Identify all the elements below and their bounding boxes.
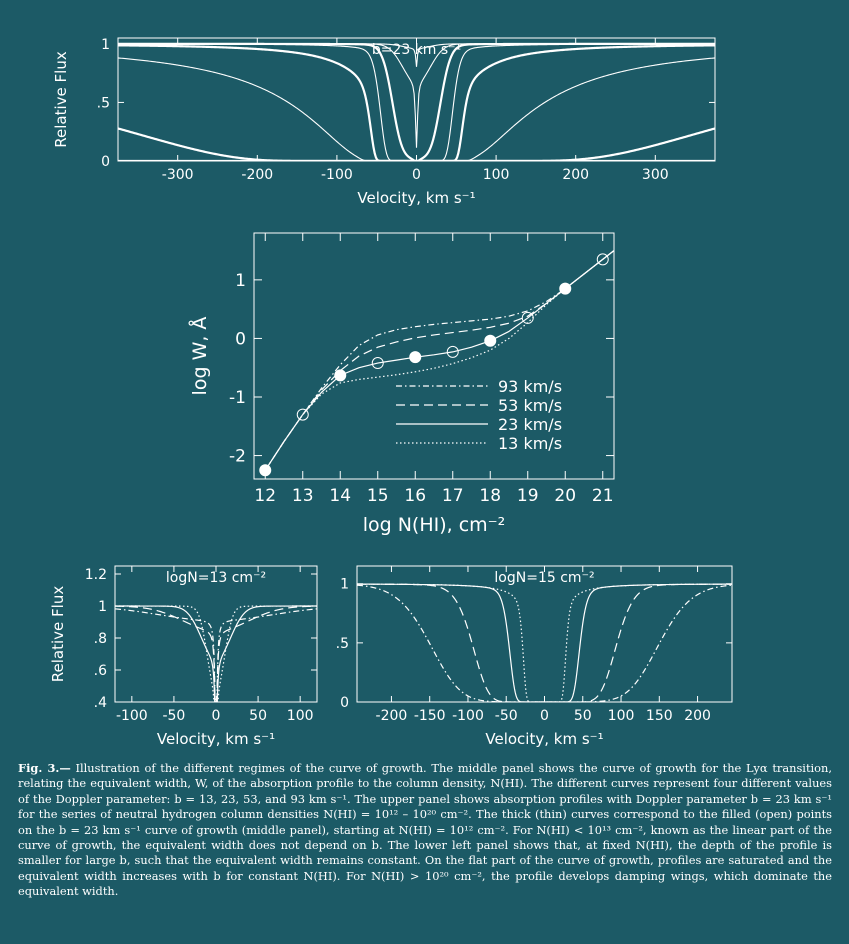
- x-tick-label: -50: [162, 708, 186, 724]
- x-tick-label: -200: [241, 167, 274, 183]
- x-tick-label: 0: [211, 708, 221, 724]
- y-tick-label: 0: [235, 329, 246, 350]
- legend-label: 13 km/s: [498, 434, 563, 453]
- legend-label: 53 km/s: [498, 396, 563, 415]
- y-tick-label: 1: [340, 576, 349, 593]
- x-axis-label: Velocity, km s⁻¹: [156, 730, 276, 748]
- chart-bottom-right: [336, 566, 732, 748]
- x-tick-label: -100: [321, 167, 353, 183]
- filled-point: [410, 352, 421, 363]
- y-tick-label: .6: [93, 662, 107, 679]
- filled-point: [335, 370, 346, 381]
- y-axis-label: Relative Flux: [49, 585, 67, 683]
- x-tick-label: 150: [645, 708, 673, 724]
- y-tick-label: 1: [98, 598, 107, 615]
- y-tick-label: 0: [340, 694, 349, 711]
- x-axis-label: Velocity, km s⁻¹: [357, 189, 476, 207]
- profile-line: [357, 585, 732, 702]
- plot-frame: [115, 566, 317, 702]
- y-tick-label: .4: [93, 694, 107, 711]
- caption-text: Illustration of the different regimes of the curve of growth. The middle panel shows the curve of growth for the Lyα transition, relating the equivalent width, W, of the absorption profile to the column density, N(HI). The different curves represent four different values of the Doppler parameter: b = 13, 23, 53, and 93 km s⁻¹. The upper panel shows absorption profiles with Doppler parameter b = 23 km s⁻¹ for the series of neutral hydrogen column densities N(HI) = 10¹² – 10²⁰ cm⁻². The thick (thin) curves correspond to the filled (open) points on the b = 23 km s⁻¹ curve of growth (middle panel), starting at N(HI) = 10¹² cm⁻². For N(HI) < 10¹³ cm⁻², known as the linear part of the curve of growth, the equivalent width does not depend on b. The lower left panel shows that, at fixed N(HI), the depth of the profile is smaller for large b, such that the equivalent width remains constant. On the flat part of the curve of growth, profiles are saturated and the equivalent width increases with b for constant N(HI). For N(HI) > 10²⁰ cm⁻², the profile develops damping wings, which dominate the equivalent width.: [18, 761, 832, 899]
- chart-middle: [188, 233, 614, 536]
- plot-area: [118, 44, 715, 161]
- x-tick-label: 50: [573, 708, 592, 724]
- filled-point: [560, 283, 571, 294]
- y-axis-label: log W, Å: [189, 316, 211, 396]
- profile-line: [115, 606, 317, 748]
- y-tick-label: .5: [96, 95, 110, 112]
- x-tick-label: 300: [641, 167, 669, 183]
- x-tick-label: -200: [375, 708, 408, 724]
- profile-line: [118, 44, 715, 148]
- caption-label: Fig. 3.—: [18, 761, 71, 775]
- x-tick-label: 17: [441, 486, 464, 506]
- x-tick-label: 13: [291, 486, 314, 506]
- x-tick-label: 100: [286, 708, 314, 724]
- profile-line: [357, 584, 732, 702]
- legend-label: 23 km/s: [498, 415, 563, 434]
- x-tick-label: 0: [412, 167, 421, 183]
- y-tick-label: 1.2: [84, 566, 107, 583]
- y-tick-label: 1: [101, 36, 110, 53]
- x-tick-label: 14: [329, 486, 352, 506]
- y-tick-label: .8: [93, 630, 107, 647]
- chart-title: b=23 km s⁻¹: [371, 42, 462, 58]
- x-tick-label: 15: [366, 486, 389, 506]
- filled-point: [260, 465, 271, 476]
- x-tick-label: 21: [591, 486, 614, 506]
- x-tick-label: 0: [540, 708, 549, 724]
- chart-top: [52, 37, 715, 207]
- y-tick-label: 1: [235, 270, 246, 291]
- x-tick-label: -300: [161, 167, 194, 183]
- y-axis-label: Relative Flux: [52, 51, 70, 148]
- chart-title: logN=13 cm⁻²: [165, 570, 267, 586]
- y-tick-label: 0: [101, 153, 110, 170]
- x-tick-label: -100: [115, 708, 148, 724]
- x-tick-label: 16: [404, 486, 427, 506]
- x-tick-label: 100: [482, 167, 510, 183]
- x-tick-label: 100: [607, 708, 635, 724]
- plot-frame: [357, 566, 732, 702]
- x-tick-label: 19: [516, 486, 539, 506]
- x-tick-label: 18: [479, 486, 502, 506]
- x-tick-label: 200: [684, 708, 711, 724]
- x-tick-label: 20: [554, 486, 577, 506]
- y-tick-label: .5: [335, 635, 349, 652]
- x-tick-label: 50: [249, 708, 267, 724]
- x-tick-label: -150: [413, 708, 446, 724]
- chart-bottom-left: [49, 566, 317, 753]
- profile-line: [357, 584, 732, 702]
- legend-label: 93 km/s: [498, 377, 563, 396]
- x-tick-label: 12: [254, 486, 277, 506]
- y-tick-label: -1: [229, 387, 246, 408]
- chart-title: logN=15 cm⁻²: [494, 570, 595, 586]
- x-tick-label: -100: [452, 708, 484, 724]
- x-tick-label: 200: [562, 167, 590, 183]
- x-axis-label: Velocity, km s⁻¹: [485, 730, 604, 748]
- plot-area: [357, 584, 732, 702]
- y-tick-label: -2: [229, 446, 246, 467]
- filled-point: [485, 335, 496, 346]
- figure-caption: [18, 761, 832, 900]
- x-axis-label: log N(HI), cm⁻²: [362, 514, 506, 536]
- x-tick-label: -50: [494, 708, 518, 724]
- profile-line: [357, 584, 732, 702]
